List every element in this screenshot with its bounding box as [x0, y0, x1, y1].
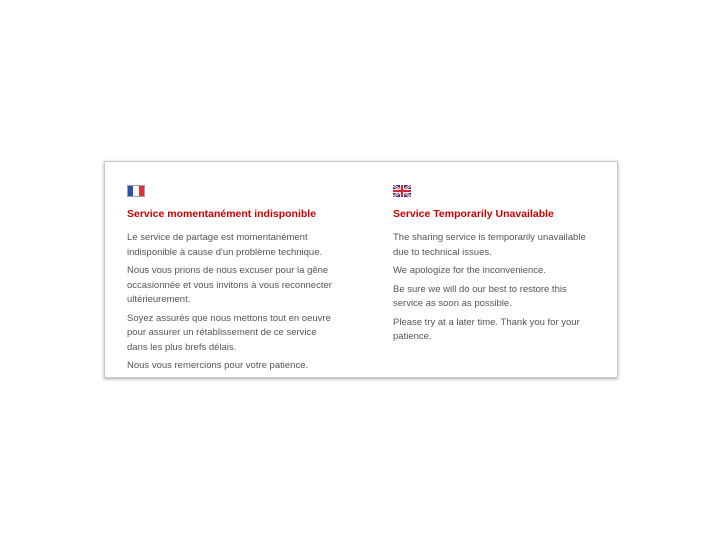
english-notice — [393, 185, 598, 345]
french-paragraph: Soyez assurés que nous mettons tout en oeuvre pour assurer un rétablissement de ce service dans les plus brefs délais. — [127, 312, 331, 353]
french-paragraph: Nous vous remercions pour votre patience. — [127, 360, 309, 371]
france-flag-icon — [127, 185, 145, 197]
french-paragraph: Le service de partage est momentanément indisponible à cause d'un problème technique. — [127, 232, 323, 258]
english-heading: Service Temporarily Unavailable — [393, 208, 554, 220]
english-paragraph: Please try at a later time. Thank you for your patience. — [393, 316, 580, 342]
service-notice-box — [104, 161, 618, 378]
french-heading: Service momentanément indisponible — [127, 208, 317, 220]
english-paragraph: The sharing service is temporarily unavailable due to technical issues. — [393, 232, 586, 258]
english-paragraph: We apologize for the inconvenience. — [393, 265, 546, 276]
french-notice — [127, 185, 332, 374]
english-paragraph: Be sure we will do our best to restore this service as soon as possible. — [393, 283, 567, 309]
french-paragraph: Nous vous prions de nous excuser pour la gêne occasionnée et vous invitons à vous reconnecter ultérieurement. — [127, 265, 332, 305]
uk-flag-icon — [393, 185, 411, 197]
